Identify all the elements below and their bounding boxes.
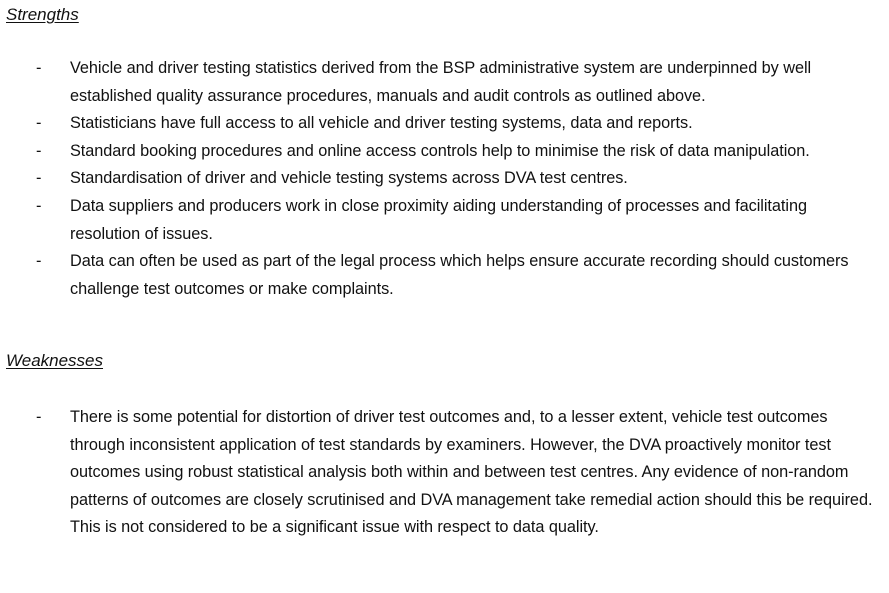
- strengths-heading: Strengths: [6, 5, 79, 24]
- bullet-dash: -: [36, 169, 42, 188]
- strength-item-text: Statisticians have full access to all vehicle and driver testing systems, data and reports.: [70, 114, 693, 133]
- weakness-item-text: There is some potential for distortion of driver test outcomes and, to a lesser extent, vehicle test outcomes through inconsistent application of test standards by examiners. However, the DVA proactively monitor test outcomes using robust statistical analysis both within and between test centres. Any evidence of non-random patterns of outcomes are closely scrutinised and DVA management take remedial action should this be required. This is not considered to be a significant issue with respect to data quality.: [70, 408, 873, 537]
- weaknesses-list: [0, 404, 889, 542]
- bullet-dash: -: [36, 196, 42, 215]
- strength-item-text: Standard booking procedures and online access controls help to minimise the risk of data manipulation.: [70, 141, 810, 160]
- strength-item: [0, 55, 889, 110]
- strength-item-text: Data can often be used as part of the legal process which helps ensure accurate recording should customers challenge test outcomes or make complaints.: [70, 252, 849, 298]
- bullet-dash: -: [36, 141, 42, 160]
- bullet-dash: -: [36, 408, 42, 426]
- strength-item-text: Vehicle and driver testing statistics derived from the BSP administrative system are underpinned by well established quality assurance procedures, manuals and audit controls as outlined above.: [70, 59, 812, 105]
- strength-item: [0, 248, 889, 303]
- weaknesses-heading: Weaknesses: [6, 351, 104, 370]
- strength-item-text: Standardisation of driver and vehicle testing systems across DVA test centres.: [70, 169, 628, 188]
- strength-item: [0, 193, 889, 248]
- strength-item: [0, 165, 889, 193]
- strength-item: [0, 110, 889, 138]
- bullet-dash: -: [36, 252, 42, 271]
- bullet-dash: -: [36, 59, 42, 77]
- strengths-list: [0, 55, 889, 303]
- strength-item-text: Data suppliers and producers work in close proximity aiding understanding of processes and facilitating resolution of issues.: [70, 196, 807, 243]
- weakness-item: [0, 404, 889, 542]
- strength-item: [0, 138, 889, 166]
- bullet-dash: -: [36, 114, 42, 133]
